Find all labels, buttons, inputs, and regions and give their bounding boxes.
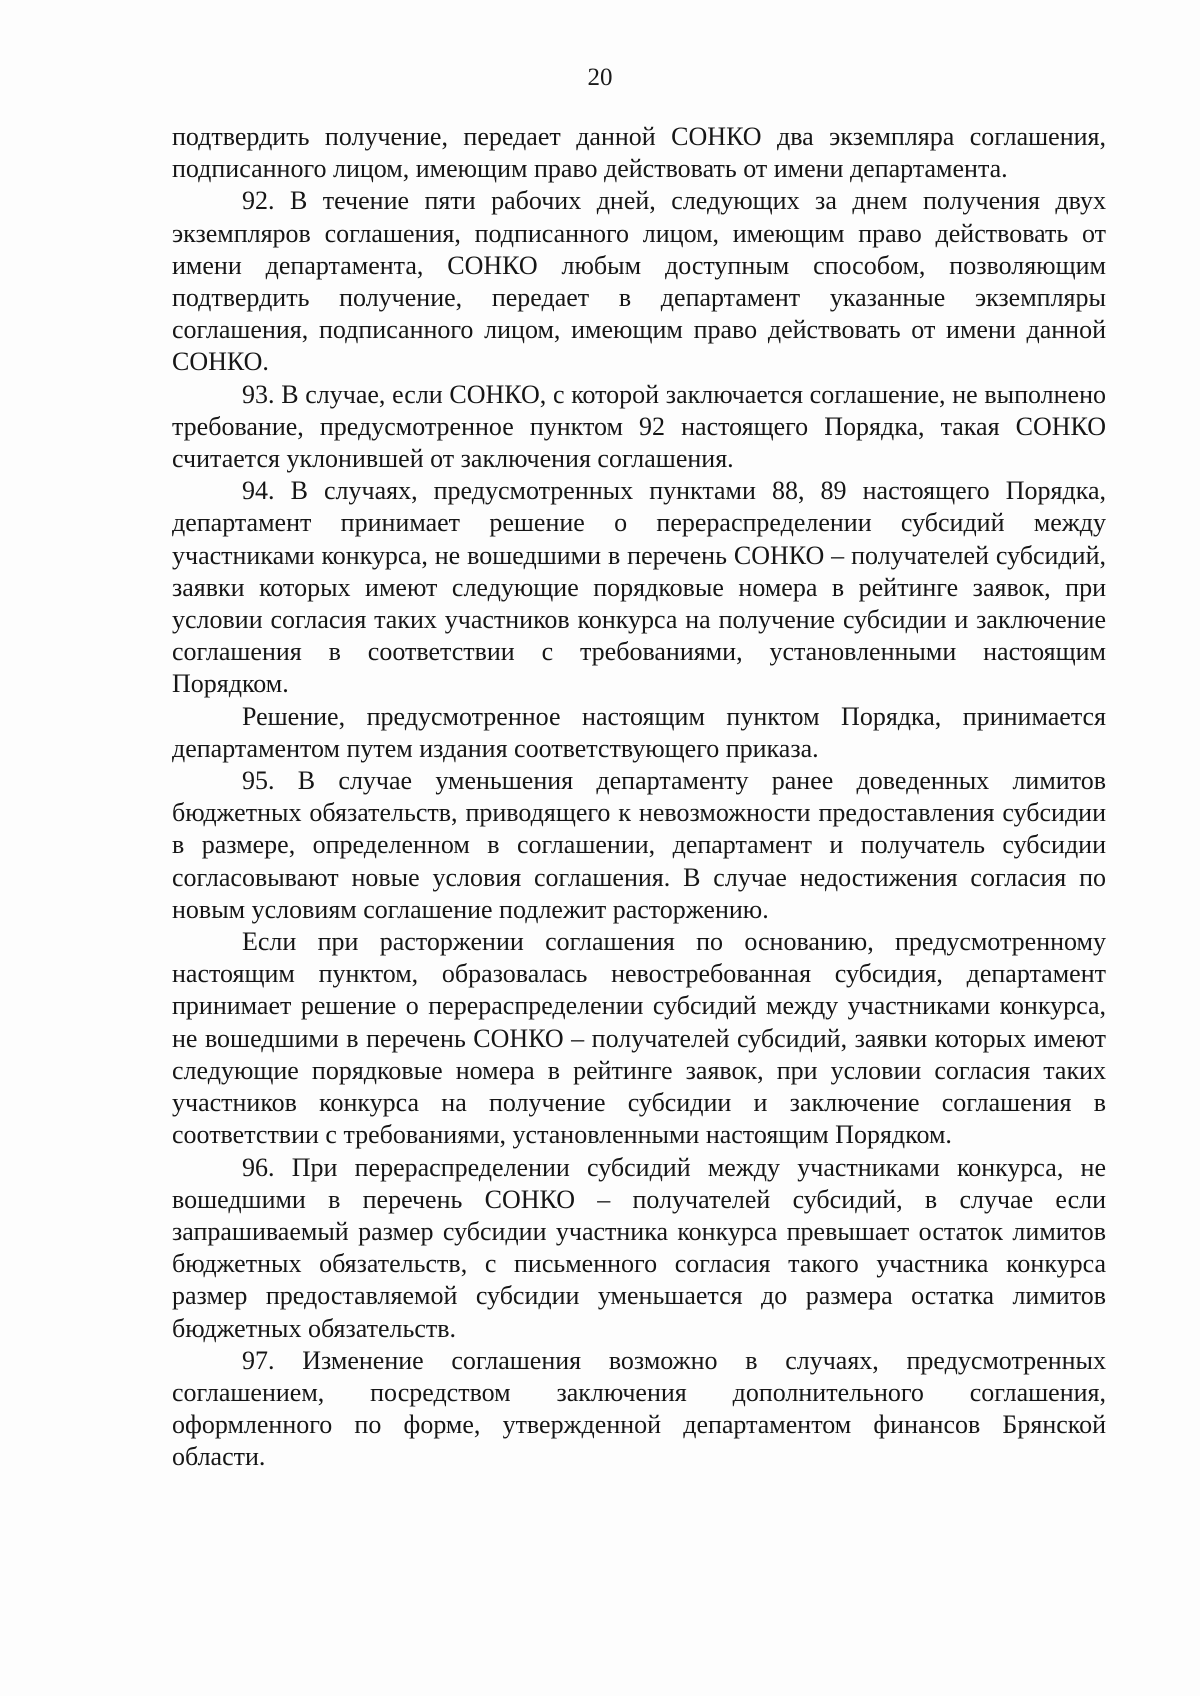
paragraph-95-termination: Если при расторжении соглашения по основанию, предусмотренному настоящим пунктом, образовалась невостребованная субсидия, департамент принимает решение о перераспределении субсидий между участниками конкурса, не вошедшими в перечень СОНКО – получателей субсидий, заявки которых имеют следующие порядковые номера в рейтинге заявок, при условии согласия таких участников конкурса на получение субсидии и заключение соглашения в соответствии с требованиями, установленными настоящим Порядком. [172, 927, 1106, 1150]
document-body [172, 121, 1106, 1474]
page-number: 20 [587, 64, 613, 91]
paragraph-93: 93. В случае, если СОНКО, с которой заключается соглашение, не выполнено требование, предусмотренное пунктом 92 настоящего Порядка, такая СОНКО считается уклонившей от заключения соглашения. [172, 379, 1106, 474]
paragraph-continuation: подтвердить получение, передает данной СОНКО два экземпляра соглашения, подписанного лицом, имеющим право действовать от имени департамента. [172, 122, 1106, 184]
paragraph-95: 95. В случае уменьшения департаменту ранее доведенных лимитов бюджетных обязательств, приводящего к невозможности предоставления субсидии в размере, определенном в соглашении, департамент и получатель субсидии согласовывают новые условия соглашения. В случае недостижения согласия по новым условиям соглашение подлежит расторжению. [172, 766, 1106, 924]
paragraph-94: 94. В случаях, предусмотренных пунктами 88, 89 настоящего Порядка, департамент принимает решение о перераспределении субсидий между участниками конкурса, не вошедшими в перечень СОНКО – получателей субсидий, заявки которых имеют следующие порядковые номера в рейтинге заявок, при условии согласия таких участников конкурса на получение субсидии и заключение соглашения в соответствии с требованиями, установленными настоящим Порядком. [172, 476, 1106, 699]
paragraph-92: 92. В течение пяти рабочих дней, следующих за днем получения двух экземпляров соглашения, подписанного лицом, имеющим право действовать от имени департамента, СОНКО любым доступным способом, позволяющим подтвердить получение, передает в департамент указанные экземпляры соглашения, подписанного лицом, имеющим право действовать от имени данной СОНКО. [172, 186, 1106, 377]
paragraph-94-decision: Решение, предусмотренное настоящим пунктом Порядка, принимается департаментом путем издания соответствующего приказа. [172, 701, 1106, 763]
paragraph-97: 97. Изменение соглашения возможно в случаях, предусмотренных соглашением, посредством заключения дополнительного соглашения, оформленного по форме, утвержденной департаментом финансов Брянской области. [172, 1345, 1106, 1472]
paragraph-96: 96. При перераспределении субсидий между участниками конкурса, не вошедшими в перечень СОНКО – получателей субсидий, в случае если запрашиваемый размер субсидии участника конкурса превышает остаток лимитов бюджетных обязательств, с письменного согласия такого участника конкурса размер предоставляемой субсидии уменьшается до размера остатка лимитов бюджетных обязательств. [172, 1152, 1106, 1343]
